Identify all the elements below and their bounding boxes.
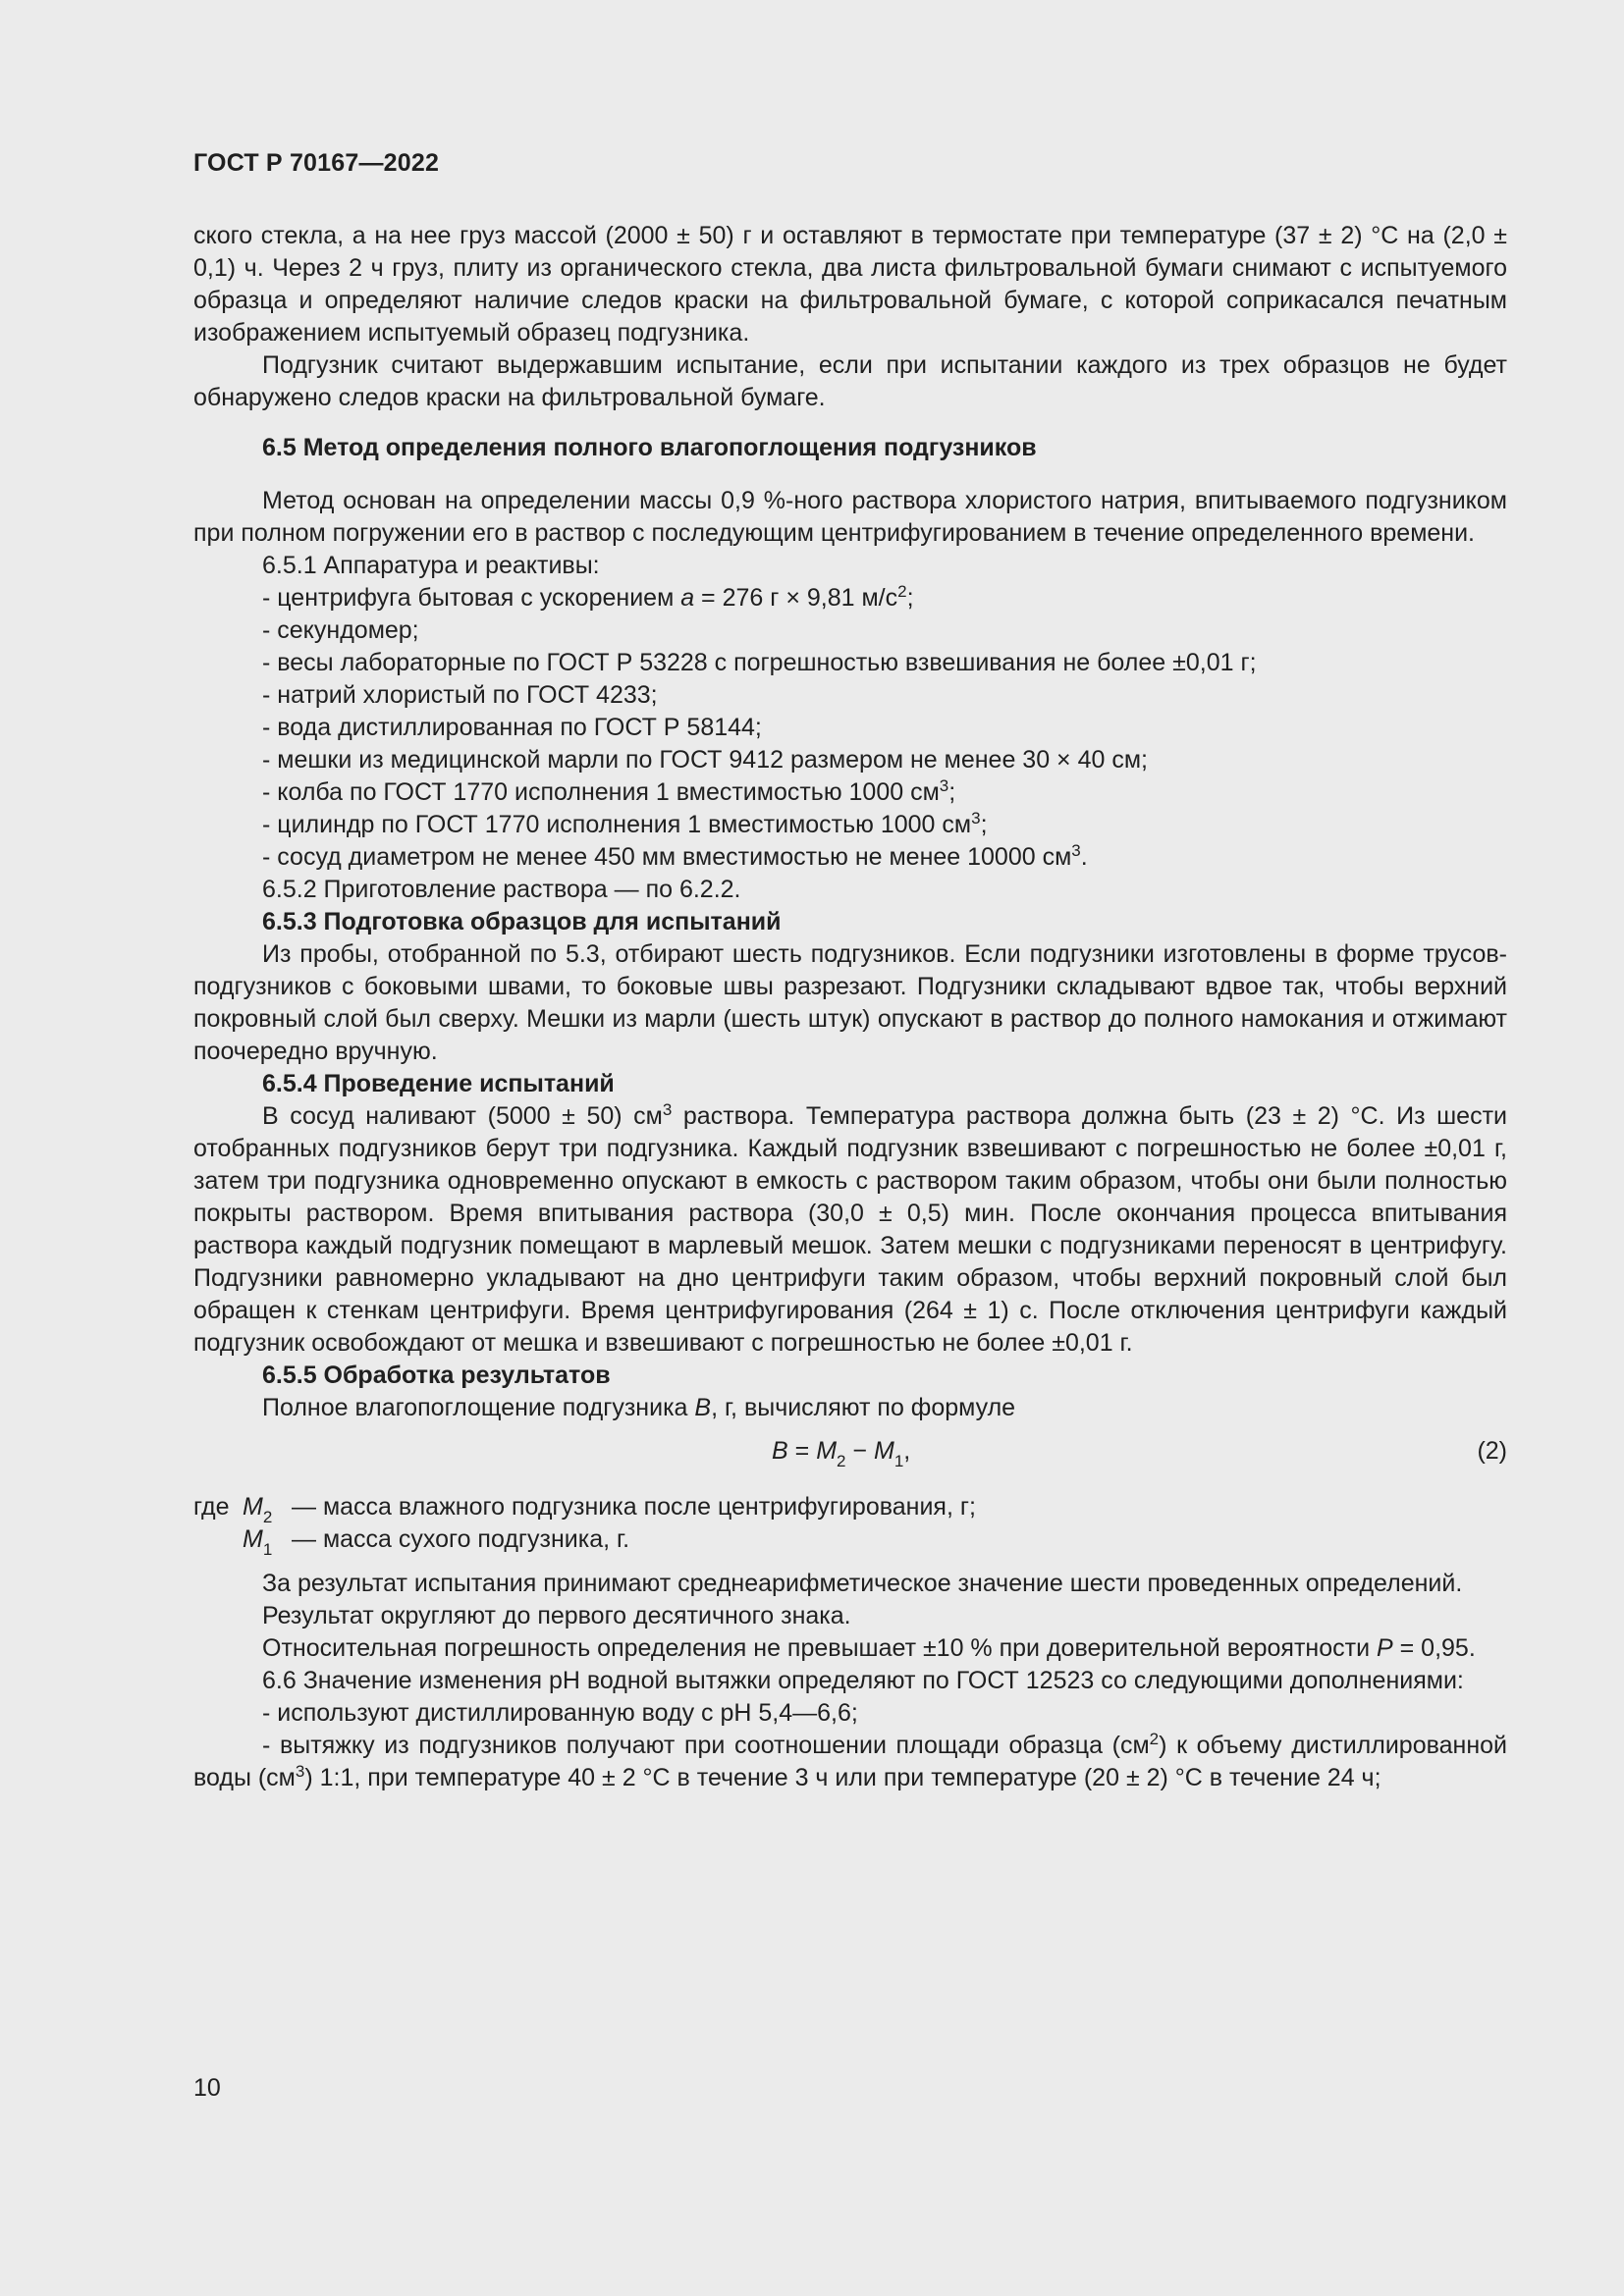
section-6-5-5-intro: Полное влагопоглощение подгузника В, г, вычисляют по формуле bbox=[262, 1394, 1016, 1421]
where-symbol-m2: $М_2$ bbox=[243, 1493, 273, 1526]
section-6-6-item-2: - вытяжку из подгузников получают при соотношении площади образца $(см^2)$ к объему дистиллированной воды $(см^3)$ 1:1, при температуре 40 ± 2 °С в течение 3 ч или при температуре (20 ± 2) °С в течение 24 ч; bbox=[193, 1730, 1508, 1791]
document-page bbox=[193, 147, 1507, 2110]
equipment-item-vessel: - сосуд диаметром не менее 450 мм вместимостью не менее 10000 $см^3$. bbox=[262, 841, 1088, 871]
section-6-5-title: 6.5 Метод определения полного влагопоглощения подгузников bbox=[262, 434, 1037, 461]
where-line-m2 bbox=[193, 1491, 1507, 1526]
section-6-6-text: 6.6 Значение изменения рН водной вытяжки определяют по ГОСТ 12523 со следующими дополнениями: bbox=[262, 1667, 1464, 1694]
equipment-item-scales: - весы лабораторные по ГОСТ Р 53228 с погрешностью взвешивания не более ±0,01 г; bbox=[262, 649, 1257, 676]
section-6-5-5-title: 6.5.5 Обработка результатов bbox=[262, 1362, 611, 1389]
equipment-item-centrifuge: - центрифуга бытовая с ускорением а = 276 г × 9,81 $м/с^2$; bbox=[262, 582, 914, 612]
section-6-5-text: Метод основан на определении массы 0,9 %-ного раствора хлористого натрия, впитываемого подгузником при полном погружении его в раствор с последующим центрифугированием в течение определенного времени. bbox=[193, 487, 1507, 547]
paragraph-intro-2: Подгузник считают выдержавшим испытание, если при испытании каждого из трех образцов не будет обнаружено следов краски на фильтровальной бумаге. bbox=[193, 351, 1507, 411]
where-word: где bbox=[193, 1493, 230, 1521]
formula: $В = М_2 - М_1$, bbox=[772, 1437, 911, 1470]
equipment-item-distilled-water: - вода дистиллированная по ГОСТ Р 58144; bbox=[262, 714, 762, 741]
result-paragraph-2: Результат округляют до первого десятичного знака. bbox=[262, 1602, 851, 1629]
section-6-5-4-title: 6.5.4 Проведение испытаний bbox=[262, 1070, 615, 1097]
where-desc-m1: — масса сухого подгузника, г. bbox=[292, 1525, 630, 1553]
where-line-m1 bbox=[193, 1523, 1507, 1559]
section-6-5-3-title: 6.5.3 Подготовка образцов для испытаний bbox=[262, 908, 782, 935]
formula-number: (2) bbox=[1477, 1437, 1507, 1465]
section-6-5-1-title: 6.5.1 Аппаратура и реактивы: bbox=[262, 552, 600, 579]
result-paragraph-3: Относительная погрешность определения не превышает ±10 % при доверительной вероятности Р = 0,95. bbox=[262, 1634, 1476, 1662]
section-6-5-2: 6.5.2 Приготовление раствора — по 6.2.2. bbox=[262, 876, 741, 903]
where-desc-m2: — масса влажного подгузника после центрифугирования, г; bbox=[292, 1493, 976, 1521]
equipment-item-sodium-chloride: - натрий хлористый по ГОСТ 4233; bbox=[262, 681, 658, 709]
section-6-5-4-text: В сосуд наливают (5000 ± 50) $см^3$ раствора. Температура раствора должна быть (23 ± 2) °С. Из шести отобранных подгузников берут три подгузника. Каждый подгузник взвешивают с погрешностью не более ±0,01 г, затем три подгузника одновременно опускают в емкость с раствором таким образом, чтобы они были полностью покрыты раствором. Время впитывания раствора (30,0 ± 0,5) мин. После окончания процесса впитывания раствора каждый подгузник помещают в марлевый мешок. Затем мешки с подгузниками переносят в центрифугу. Подгузники равномерно укладывают на дно центрифуги таким образом, чтобы верхний покровный слой был обращен к стенкам центрифуги. Время центрифугирования (264 ± 1) с. После отключения центрифуги каждый подгузник освобождают от мешка и взвешивают с погрешностью не более ±0,01 г. bbox=[193, 1100, 1507, 1357]
equipment-item-cylinder: - цилиндр по ГОСТ 1770 исполнения 1 вместимостью 1000 $см^3$; bbox=[262, 809, 988, 838]
paragraph-intro-1: ского стекла, а на нее груз массой (2000 ± 50) г и оставляют в термостате при температуре (37 ± 2) °С на (2,0 ± 0,1) ч. Через 2 ч груз, плиту из органического стекла, два листа фильтровальной бумаги снимают с испытуемого образца и определяют наличие следов краски на фильтровальной бумаге, с которой соприкасался печатным изображением испытуемый образец подгузника. bbox=[193, 222, 1507, 347]
section-6-5-3-text: Из пробы, отобранной по 5.3, отбирают шесть подгузников. Если подгузники изготовлены в форме трусов-подгузников с боковыми швами, то боковые швы разрезают. Подгузники складывают вдвое так, чтобы верхний покровный слой был сверху. Мешки из марли (шесть штук) опускают в раствор до полного намокания и отжимают поочередно вручную. bbox=[193, 940, 1507, 1065]
document-header: ГОСТ Р 70167—2022 bbox=[193, 149, 440, 177]
where-symbol-m1: $М_1$ bbox=[243, 1525, 273, 1559]
equipment-item-gauze-bags: - мешки из медицинской марли по ГОСТ 9412 размером не менее 30 × 40 см; bbox=[262, 746, 1148, 774]
equipment-item-flask: - колба по ГОСТ 1770 исполнения 1 вместимостью 1000 $см^3$; bbox=[262, 776, 956, 806]
formula-row bbox=[193, 1435, 1507, 1468]
section-6-6-item-1: - используют дистиллированную воду с рН 5,4—6,6; bbox=[262, 1699, 858, 1727]
page-number: 10 bbox=[193, 2074, 221, 2102]
result-paragraph-1: За результат испытания принимают среднеарифметическое значение шести проведенных определений. bbox=[262, 1570, 1463, 1597]
equipment-item-stopwatch: - секундомер; bbox=[262, 616, 419, 644]
